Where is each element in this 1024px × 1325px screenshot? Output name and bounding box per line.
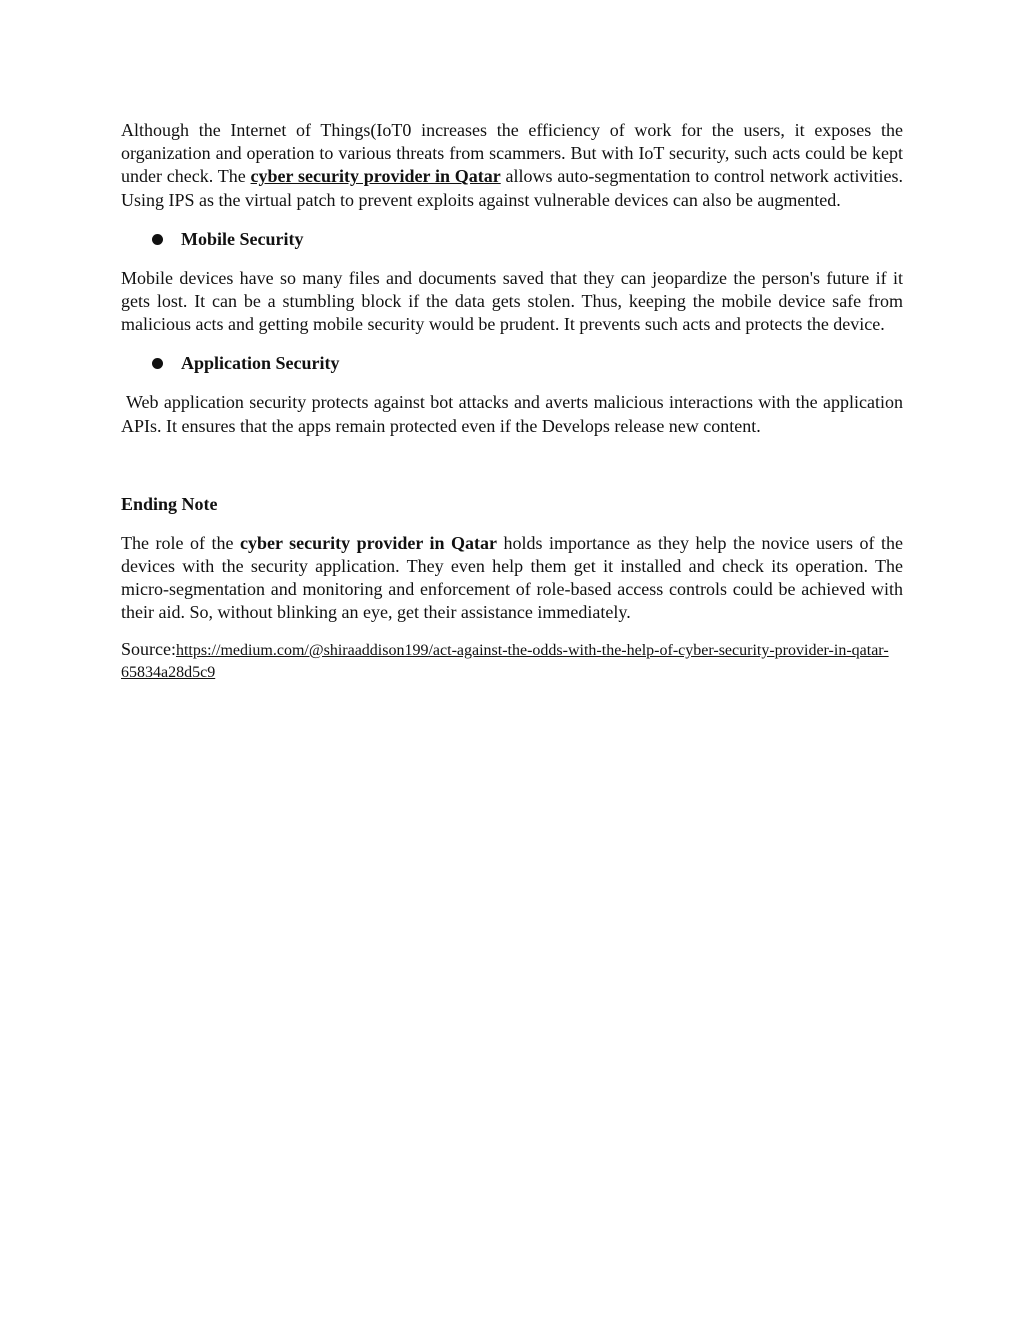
bullet-mobile-security-label: Mobile Security [181,228,304,249]
paragraph-application-text: Web application security protects against bot attacks and averts malicious interactions with the application APIs. It ensures that the apps remain protected even if the Develops release new content. [121,392,903,436]
document-page [121,119,903,683]
paragraph-iot [121,119,903,212]
bullet-application-security-label: Application Security [181,353,340,374]
source-link[interactable]: https://medium.com/@shiraaddison199/act-against-the-odds-with-the-help-of-cyber-security-provider-in-qatar-65834a28d5c9 [121,641,889,681]
paragraph-application [121,391,903,437]
paragraph-mobile: Mobile devices have so many files and documents saved that they can jeopardize the person's future if it gets lost. It can be a stumbling block if the data gets stolen. Thus, keeping the mobile device safe from malicious acts and getting mobile security would be prudent. It prevents such acts and protects the device. [121,267,903,335]
paragraph-iot-text-end: allows auto-segmentation to control network activities. Using IPS as the virtual patch to prevent exploits against vulnerable devices can also be augmented. [121,166,903,210]
bullet-application-security [152,352,903,375]
paragraph-ending-bold: cyber security provider in Qatar [240,532,498,553]
source-line [121,639,903,683]
bullet-dot-icon [152,358,163,369]
bullet-mobile-security [152,228,903,251]
source-label: Source: [121,638,176,659]
paragraph-iot-text-start: Although the Internet of Things(IoT0 increases the efficiency of work for the users, it exposes the organization and operation to various threats from scammers. But with IoT security, such acts could be kept under check. The [121,120,903,187]
paragraph-ending [121,532,903,625]
bullet-dot-icon [152,234,163,245]
paragraph-ending-text-start: The role of the [121,532,240,553]
paragraph-ending-text-end: holds importance as they help the novice users of the devices with the security application. They even help them get it installed and check its operation. The micro-segmentation and monitoring and enforcement of role-based access controls could be achieved with their aid. So, without blinking an eye, get their assistance immediately. [121,532,904,623]
heading-ending-note: Ending Note [121,493,218,514]
cyber-security-provider-link[interactable]: cyber security provider in Qatar [250,166,501,187]
